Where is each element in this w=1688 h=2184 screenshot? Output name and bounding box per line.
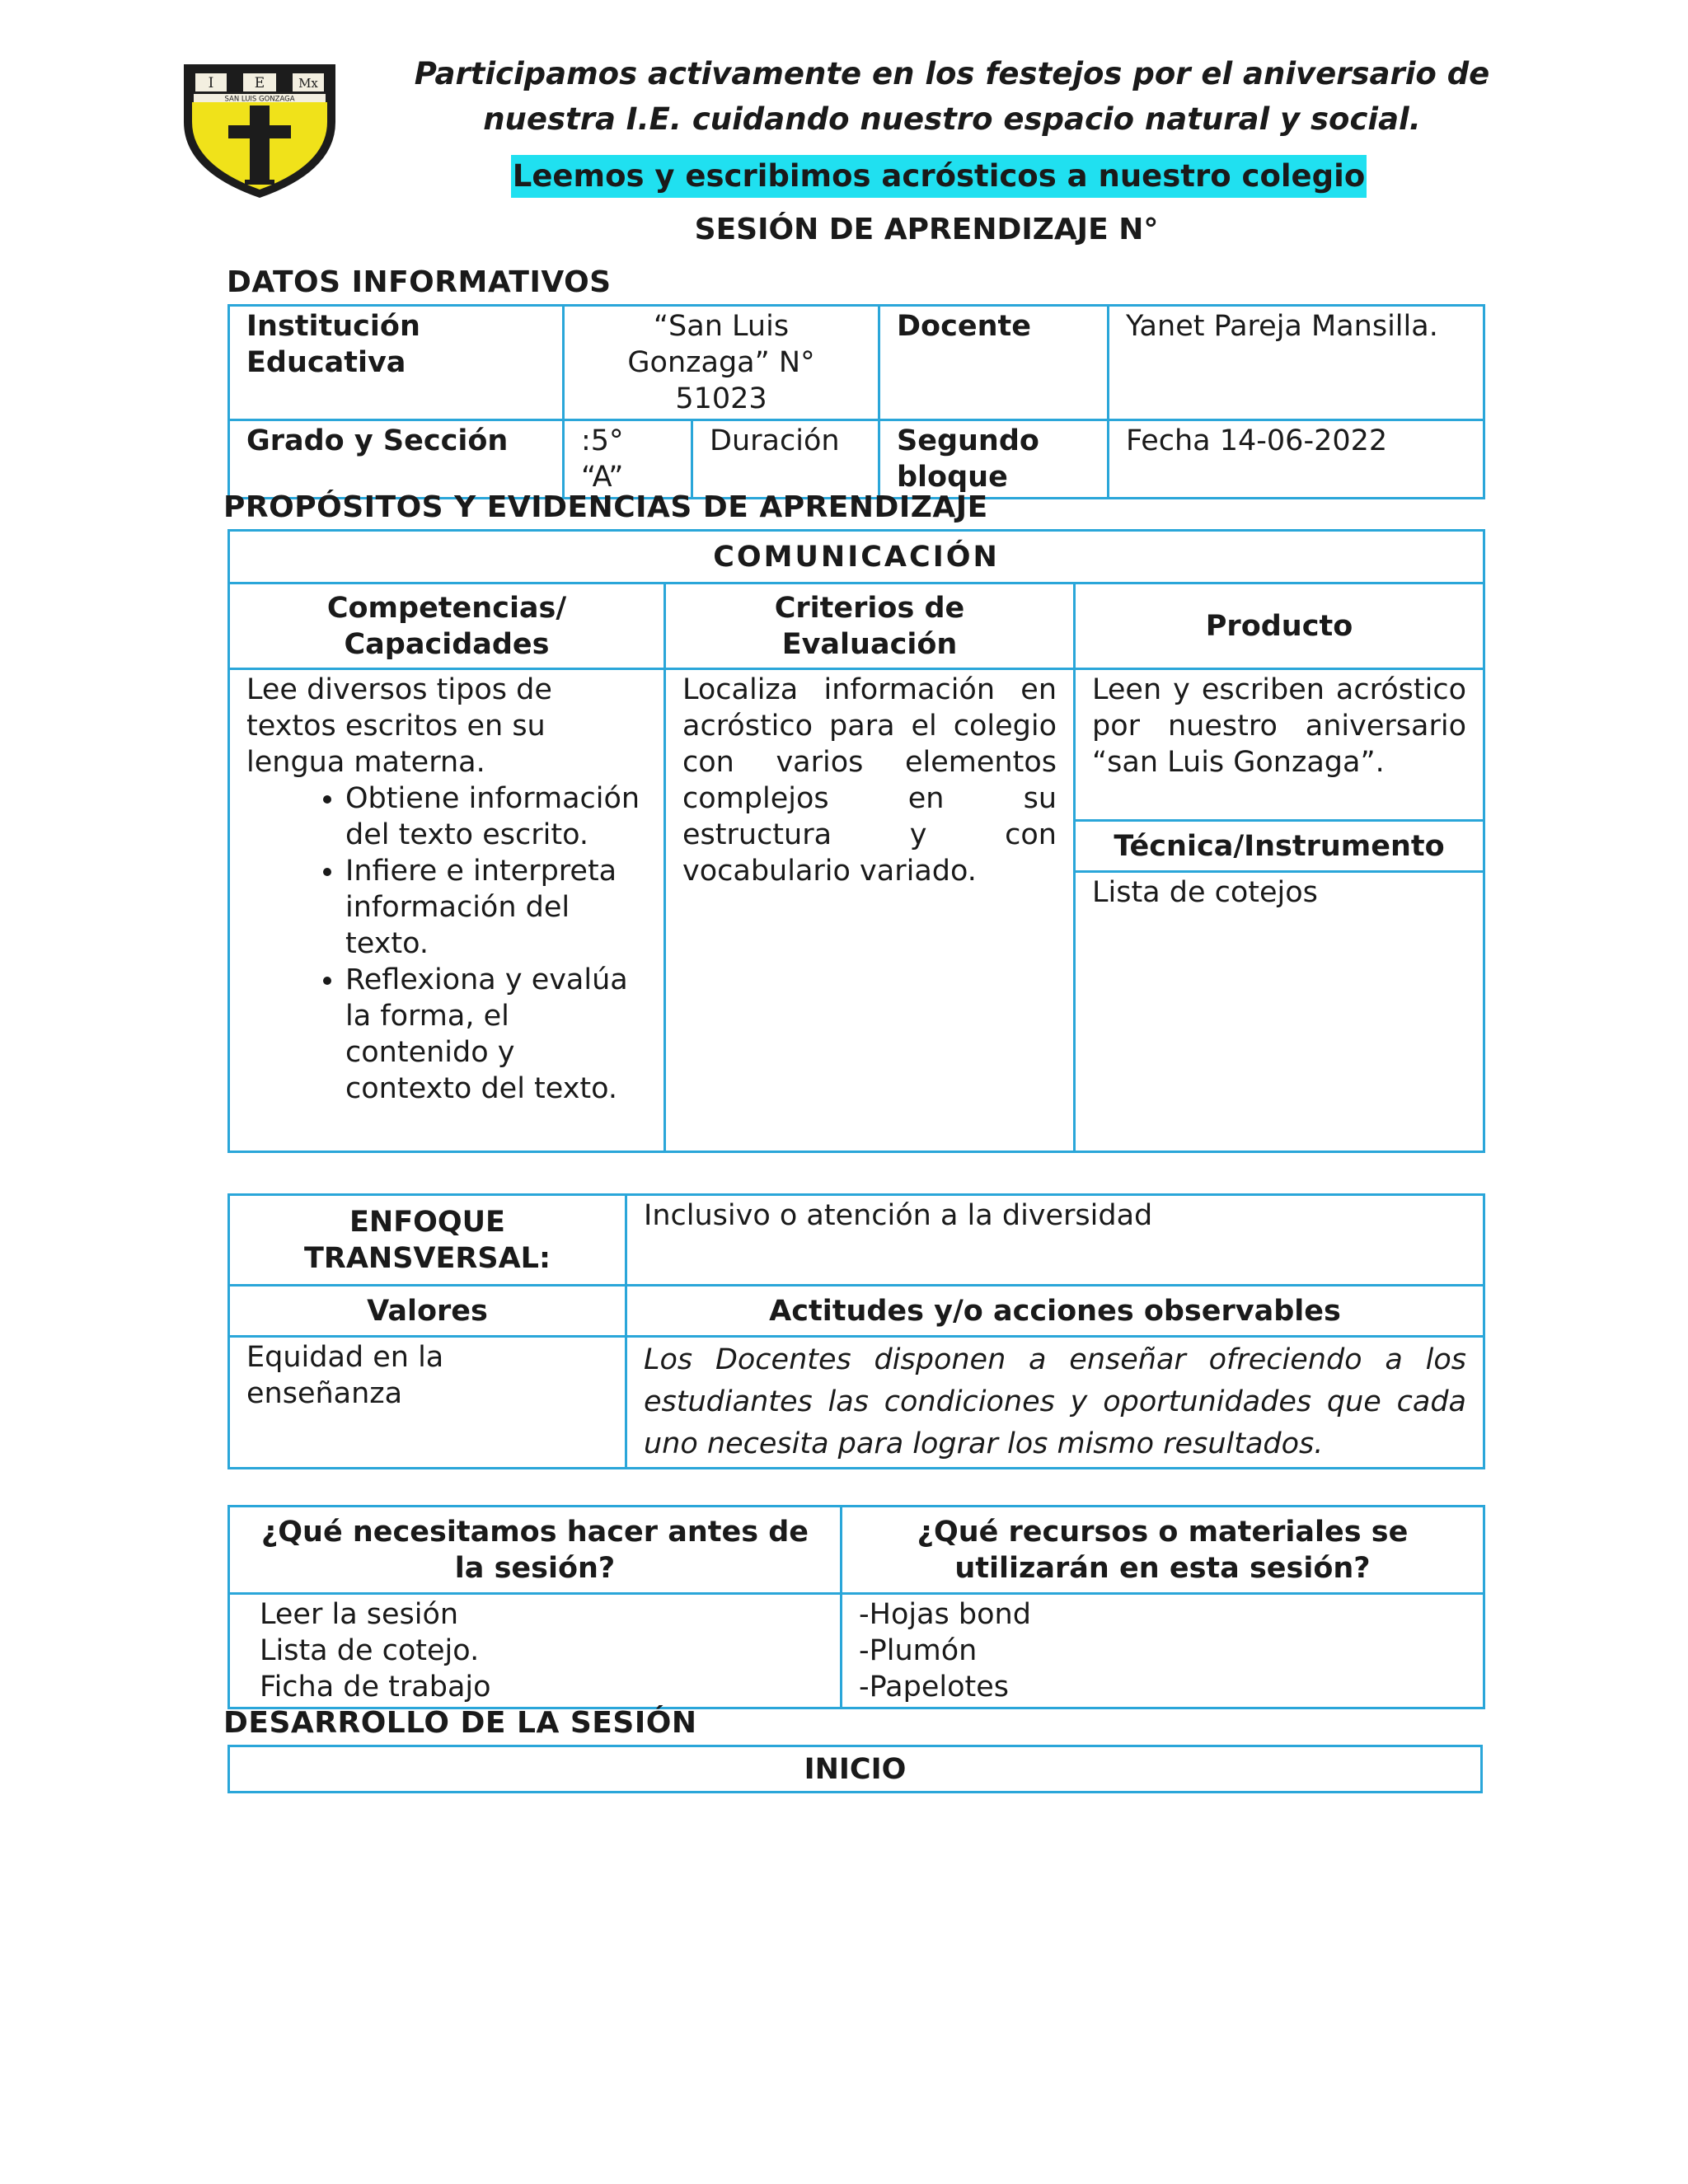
- producto-cell: Leen y escriben acróstico por nuestro aniversario “san Luis Gonzaga”.: [1075, 669, 1484, 821]
- valores-header: Valores: [229, 1286, 626, 1337]
- preparacion-table: [227, 1505, 1485, 1709]
- session-subtitle: Leemos y escribimos acrósticos a nuestro colegio: [511, 155, 1367, 198]
- list-item: Lista de cotejo.: [260, 1634, 480, 1667]
- valor-cell: Equidad en la enseñanza: [229, 1337, 626, 1469]
- crest-banner: SAN LUIS GONZAGA: [224, 95, 295, 104]
- crest-letter-e: E: [254, 75, 265, 91]
- datos-label: DATOS INFORMATIVOS: [227, 265, 612, 299]
- heading-line-2: nuestra I.E. cuidando nuestro espacio natural y social.: [483, 101, 1421, 137]
- list-item: -Hojas bond: [859, 1598, 1031, 1631]
- grado-label: Grado y Sección: [229, 420, 564, 499]
- grado-value: :5° “A”: [564, 420, 692, 499]
- recursos-header: ¿Qué recursos o materiales se utilizarán en esta sesión?: [842, 1507, 1484, 1594]
- area-header: COMUNICACIÓN: [229, 531, 1484, 583]
- tecnica-value: Lista de cotejos: [1075, 872, 1484, 1152]
- datos-table: [227, 304, 1485, 499]
- list-item: • Reflexiona y evalúa la forma, el contenido y contexto del texto.: [345, 962, 647, 1107]
- list-item: • Infiere e interpreta información del texto.: [345, 853, 647, 962]
- list-item: -Plumón: [859, 1634, 978, 1667]
- duracion-label: Duración: [692, 420, 879, 499]
- list-item: Leer la sesión: [260, 1598, 459, 1631]
- competencia-text: Lee diversos tipos de textos escritos en su lengua materna.: [246, 673, 552, 779]
- tecnica-header: Técnica/Instrumento: [1075, 821, 1484, 872]
- desarrollo-table: [227, 1745, 1483, 1793]
- desarrollo-label: DESARROLLO DE LA SESIÓN: [223, 1706, 697, 1740]
- competencias-cell: [229, 669, 665, 1152]
- heading-line-1: Participamos activamente en los festejos por el aniversario de: [414, 56, 1490, 91]
- docente-value: Yanet Pareja Mansilla.: [1109, 306, 1484, 420]
- competencias-header: Competencias/ Capacidades: [229, 583, 665, 669]
- segundo-bloque-label: Segundo bloque: [879, 420, 1109, 499]
- docente-label: Docente: [879, 306, 1109, 420]
- producto-header: Producto: [1075, 583, 1484, 669]
- list-item: -Papelotes: [859, 1671, 1009, 1704]
- capacidades-list: [246, 780, 647, 1107]
- enfoque-value: Inclusivo o atención a la diversidad: [626, 1195, 1484, 1286]
- institucion-value: “San Luis Gonzaga” N° 51023: [564, 306, 879, 420]
- recursos-cell: [842, 1594, 1484, 1708]
- list-item: Ficha de trabajo: [260, 1671, 491, 1704]
- antes-cell: [229, 1594, 842, 1708]
- propositos-label: PROPÓSITOS Y EVIDENCIAS DE APRENDIZAJE: [223, 490, 988, 524]
- institucion-label: Institución Educativa: [229, 306, 564, 420]
- antes-header: ¿Qué necesitamos hacer antes de la sesión?: [229, 1507, 842, 1594]
- session-title: SESIÓN DE APRENDIZAJE N°: [694, 213, 1159, 246]
- enfoque-label: ENFOQUE TRANSVERSAL:: [229, 1195, 626, 1286]
- actitud-cell: Los Docentes disponen a enseñar ofreciendo a los estudiantes las condiciones y oportunidades que cada uno necesita para lograr los mismo resultados.: [626, 1337, 1484, 1469]
- document-heading: [363, 51, 1541, 142]
- criterio-cell: Localiza información en acróstico para el colegio con varios elementos complejos en su estructura y con vocabulario variado.: [665, 669, 1075, 1152]
- crest-letter-mx: Mx: [298, 76, 318, 91]
- criterios-header: Criterios de Evaluación: [665, 583, 1075, 669]
- actitudes-header: Actitudes y/o acciones observables: [626, 1286, 1484, 1337]
- enfoque-table: [227, 1193, 1485, 1469]
- inicio-header: INICIO: [229, 1746, 1482, 1793]
- list-item: • Obtiene información del texto escrito.: [345, 780, 647, 853]
- propositos-table: [227, 529, 1485, 1153]
- fecha-value: Fecha 14-06-2022: [1109, 420, 1484, 499]
- crest-letter-i: I: [208, 75, 214, 91]
